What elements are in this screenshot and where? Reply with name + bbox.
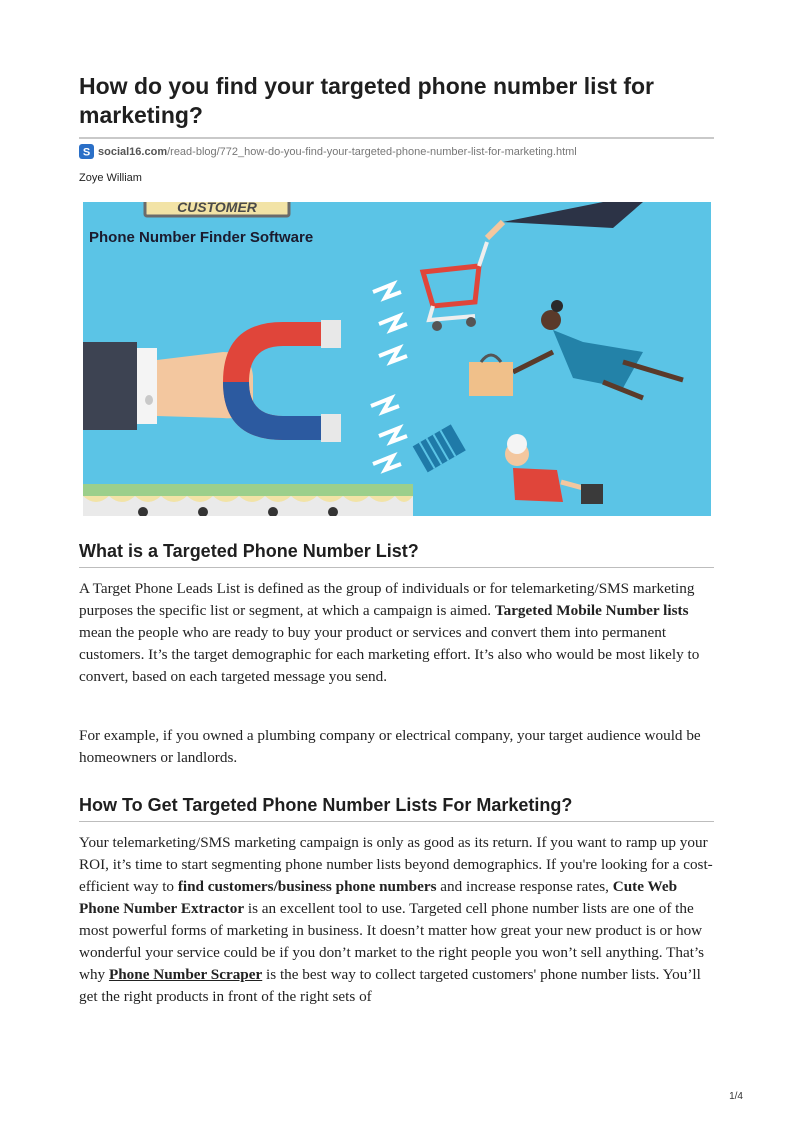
hero-image [83,202,711,516]
bold-phrase: Targeted Mobile Number lists [494,602,689,619]
bold-phrase: Cute Web Phone Number Extractor [79,878,678,917]
source-domain[interactable]: social16.com [98,145,168,158]
section-divider [79,821,714,822]
phone-number-scraper-link[interactable]: Phone Number Scraper [108,966,263,983]
section1-paragraph-2: For example, if you owned a plumbing company or electrical company, your target audience would be homeowners or landlords. [79,727,701,766]
hero-banner-text: CUSTOMER [177,202,257,215]
source-line [79,144,714,159]
site-favicon-icon [79,144,94,159]
author-name: Zoye William [79,172,142,184]
source-path[interactable]: /read-blog/772_how-do-you-find-your-targeted-phone-number-list-for-marketing.html [167,145,577,158]
article-title: How do you find your targeted phone number list for marketing? [79,73,654,128]
section1-paragraph-1: A Target Phone Leads List is defined as the group of individuals or for telemarketing/SMS marketing purposes the specific list or segment, at which a campaign is aimed. Targeted Mobile Number lists mean the people who are ready to buy your product or services and convert them into permanent customers. It’s the target demographic for each marketing effort. It’s also who would be most likely to convert, based on each targeted message you send. [79,580,700,685]
hero-caption: Phone Number Finder Software [89,229,314,246]
title-divider [79,137,714,139]
svg-text:S: S [82,146,91,157]
section-heading-what-is: What is a Targeted Phone Number List? [79,541,419,561]
section2-paragraph-1: Your telemarketing/SMS marketing campaign is only as good as its return. If you want to ramp up your ROI, it’s time to start segmenting phone number lists beyond demographics. If you're looking for a cost-efficient way to find customers/business phone numbers and increase response rates, Cute Web Phone Number Extractor is an excellent tool to use. Targeted cell phone number lists are one of the most powerful forms of marketing in business. It doesn’t matter how great your new product is or how wonderful your service could be if you don’t market to the right people you won’t sell anything. That’s why Phone Number Scraper is the best way to collect targeted customers' phone number lists. You’ll get the right products in front of the right sets of [79,834,713,1005]
bold-phrase: find customers/business phone numbers [177,878,437,895]
page-number: 1/4 [729,1091,743,1102]
section-heading-how-to: How To Get Targeted Phone Number Lists For Marketing? [79,795,573,815]
section-divider [79,567,714,568]
